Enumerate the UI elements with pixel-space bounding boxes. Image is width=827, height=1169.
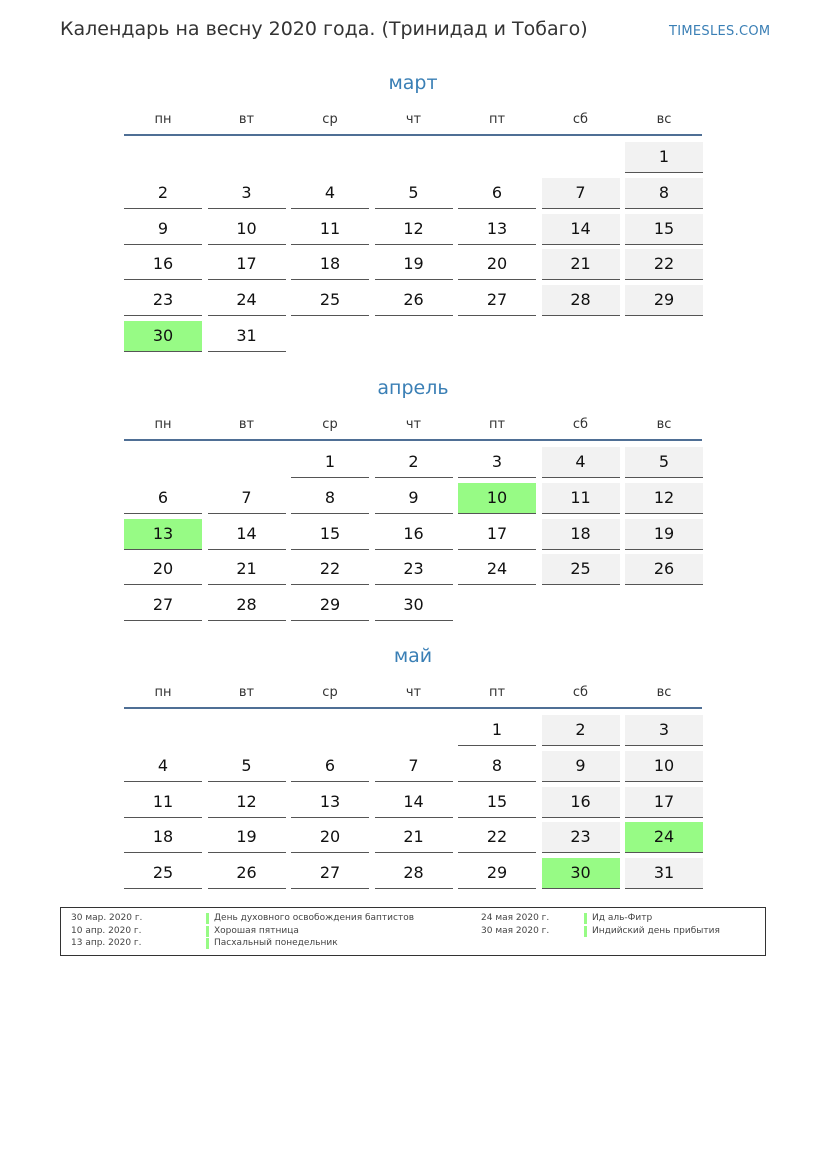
day-cell: 6 (124, 483, 202, 514)
day-cell: 26 (375, 285, 453, 316)
day-cell: 4 (291, 178, 369, 209)
weekday-label: пн (154, 417, 172, 432)
weekday-label: пн (154, 685, 172, 700)
day-cell: 14 (375, 787, 453, 818)
day-cell: 13 (124, 519, 202, 550)
day-cell: 22 (625, 249, 703, 280)
day-cell: 7 (375, 751, 453, 782)
weekday-label: пт (488, 417, 506, 432)
day-cell: 11 (124, 787, 202, 818)
legend-date: 30 мая 2020 г. (481, 926, 550, 936)
weekday-label: вт (238, 417, 255, 432)
day-cell: 23 (542, 822, 620, 853)
day-cell: 4 (124, 751, 202, 782)
day-cell: 21 (375, 822, 453, 853)
day-cell: 28 (542, 285, 620, 316)
legend-date: 30 мар. 2020 г. (71, 913, 143, 923)
day-cell: 30 (375, 590, 453, 621)
day-cell: 12 (625, 483, 703, 514)
day-cell: 20 (291, 822, 369, 853)
day-cell: 3 (625, 715, 703, 746)
day-cell: 18 (124, 822, 202, 853)
day-cell: 17 (458, 519, 536, 550)
day-cell: 31 (625, 858, 703, 889)
day-cell: 3 (208, 178, 286, 209)
day-cell: 5 (625, 447, 703, 478)
day-cell: 30 (542, 858, 620, 889)
day-cell: 8 (625, 178, 703, 209)
legend-date: 13 апр. 2020 г. (71, 938, 142, 948)
day-cell: 16 (375, 519, 453, 550)
month-title: март (388, 72, 438, 94)
legend-holiday-name: Хорошая пятница (206, 926, 299, 936)
day-cell: 28 (208, 590, 286, 621)
day-cell: 11 (291, 214, 369, 245)
day-cell: 24 (458, 554, 536, 585)
page-title: Календарь на весну 2020 года. (Тринидад и Тобаго) (60, 18, 588, 40)
weekday-label: сб (572, 417, 589, 432)
weekday-header (124, 112, 702, 132)
day-cell: 8 (458, 751, 536, 782)
weekday-header (124, 417, 702, 437)
day-cell: 21 (542, 249, 620, 280)
day-cell: 1 (625, 142, 703, 173)
day-cell: 27 (291, 858, 369, 889)
day-cell: 30 (124, 321, 202, 352)
day-cell: 26 (208, 858, 286, 889)
day-cell: 12 (375, 214, 453, 245)
day-cell: 27 (458, 285, 536, 316)
weekday-label: ср (322, 112, 338, 127)
weekday-label: чт (405, 417, 422, 432)
weekday-label: ср (322, 685, 338, 700)
day-cell: 1 (458, 715, 536, 746)
weekday-label: чт (405, 685, 422, 700)
weekday-label: чт (405, 112, 422, 127)
day-cell: 18 (291, 249, 369, 280)
weekday-label: вс (656, 417, 672, 432)
weekday-header (124, 685, 702, 705)
weekday-label: пт (488, 685, 506, 700)
day-cell: 29 (458, 858, 536, 889)
day-cell: 23 (124, 285, 202, 316)
day-cell: 22 (458, 822, 536, 853)
day-cell: 16 (542, 787, 620, 818)
day-cell: 6 (291, 751, 369, 782)
weekday-label: пт (488, 112, 506, 127)
day-cell: 2 (375, 447, 453, 478)
month-title: май (393, 645, 433, 667)
day-cell: 19 (208, 822, 286, 853)
month-divider (124, 707, 702, 709)
day-cell: 6 (458, 178, 536, 209)
day-cell: 13 (291, 787, 369, 818)
legend-holiday-name: Ид аль-Фитр (584, 913, 652, 923)
day-cell: 21 (208, 554, 286, 585)
weekday-label: вс (656, 685, 672, 700)
weekday-label: вт (238, 112, 255, 127)
day-cell: 10 (625, 751, 703, 782)
day-cell: 3 (458, 447, 536, 478)
day-cell: 14 (542, 214, 620, 245)
weekday-label: пн (154, 112, 172, 127)
day-cell: 28 (375, 858, 453, 889)
day-cell: 7 (542, 178, 620, 209)
month-divider (124, 439, 702, 441)
day-cell: 17 (208, 249, 286, 280)
day-cell: 17 (625, 787, 703, 818)
day-cell: 19 (375, 249, 453, 280)
weekday-label: вс (656, 112, 672, 127)
day-cell: 20 (458, 249, 536, 280)
day-cell: 2 (124, 178, 202, 209)
day-cell: 22 (291, 554, 369, 585)
day-cell: 31 (208, 321, 286, 352)
day-cell: 15 (625, 214, 703, 245)
day-cell: 5 (375, 178, 453, 209)
weekday-label: вт (238, 685, 255, 700)
month-divider (124, 134, 702, 136)
day-cell: 9 (542, 751, 620, 782)
day-cell: 14 (208, 519, 286, 550)
day-cell: 19 (625, 519, 703, 550)
day-cell: 12 (208, 787, 286, 818)
day-cell: 2 (542, 715, 620, 746)
day-cell: 29 (291, 590, 369, 621)
legend-holiday-name: Индийский день прибытия (584, 926, 720, 936)
day-cell: 13 (458, 214, 536, 245)
legend-date: 24 мая 2020 г. (481, 913, 550, 923)
day-cell: 9 (375, 483, 453, 514)
holiday-legend (60, 907, 766, 956)
day-cell: 15 (291, 519, 369, 550)
day-cell: 27 (124, 590, 202, 621)
month-title: апрель (377, 377, 449, 399)
day-cell: 1 (291, 447, 369, 478)
legend-holiday-name: День духовного освобождения баптистов (206, 913, 414, 923)
legend-date: 10 апр. 2020 г. (71, 926, 142, 936)
weekday-label: ср (322, 417, 338, 432)
day-cell: 16 (124, 249, 202, 280)
legend-holiday-name: Пасхальный понедельник (206, 938, 338, 948)
day-cell: 10 (208, 214, 286, 245)
day-cell: 23 (375, 554, 453, 585)
day-cell: 25 (542, 554, 620, 585)
day-cell: 24 (625, 822, 703, 853)
day-cell: 24 (208, 285, 286, 316)
day-cell: 15 (458, 787, 536, 818)
day-cell: 7 (208, 483, 286, 514)
day-cell: 29 (625, 285, 703, 316)
day-cell: 8 (291, 483, 369, 514)
day-cell: 10 (458, 483, 536, 514)
day-cell: 25 (124, 858, 202, 889)
day-cell: 25 (291, 285, 369, 316)
site-brand-link[interactable]: TIMESLES.COM (669, 24, 771, 39)
day-cell: 11 (542, 483, 620, 514)
day-cell: 5 (208, 751, 286, 782)
day-cell: 20 (124, 554, 202, 585)
day-cell: 26 (625, 554, 703, 585)
weekday-label: сб (572, 112, 589, 127)
day-cell: 18 (542, 519, 620, 550)
day-cell: 4 (542, 447, 620, 478)
day-cell: 9 (124, 214, 202, 245)
weekday-label: сб (572, 685, 589, 700)
